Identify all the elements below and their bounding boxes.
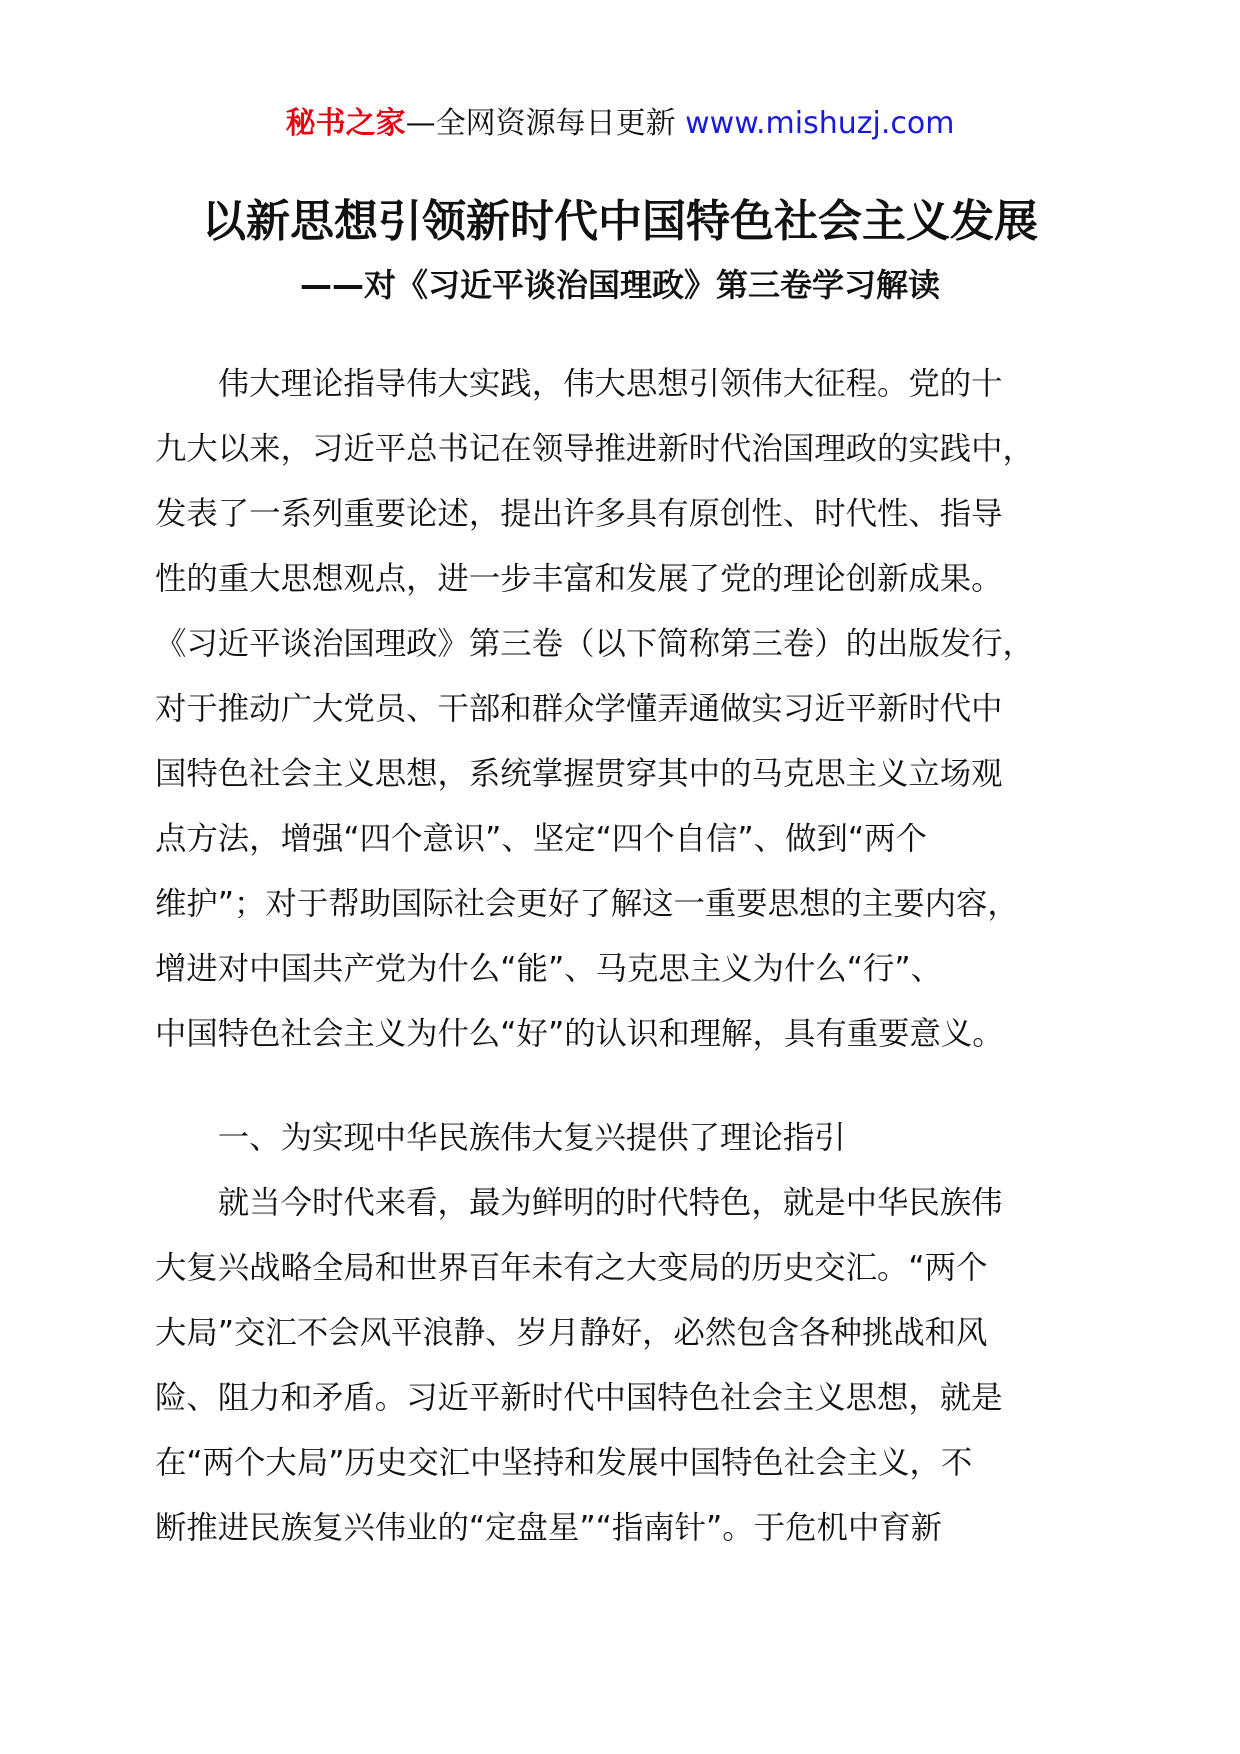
- site-brand: 秘书之家: [285, 106, 406, 141]
- text-line: 伟大理论指导伟大实践，伟大思想引领伟大征程。党的十: [155, 366, 1003, 402]
- text-line: 对于推动广大党员、干部和群众学懂弄通做实习近平新时代中: [155, 691, 1003, 727]
- site-tagline: —全网资源每日更新: [405, 106, 676, 141]
- section-heading-text: 一、为实现中华民族伟大复兴提供了理论指引: [155, 1120, 846, 1156]
- paragraph-1: [155, 352, 1095, 1067]
- text-line: 《习近平谈治国理政》第三卷（以下简称第三卷）的出版发行，: [155, 626, 1034, 662]
- text-line: 维护”；对于帮助国际社会更好了解这一重要思想的主要内容，: [155, 886, 1019, 922]
- text-line: 在“两个大局”历史交汇中坚持和发展中国特色社会主义，不: [155, 1445, 973, 1481]
- text-line: 大复兴战略全局和世界百年未有之大变局的历史交汇。“两个: [155, 1250, 988, 1286]
- text-line: 九大以来，习近平总书记在领导推进新时代治国理政的实践中，: [155, 431, 1034, 467]
- section-heading-1: [155, 1106, 1095, 1171]
- text-line: 性的重大思想观点，进一步丰富和发展了党的理论创新成果。: [155, 561, 1003, 597]
- text-line: 大局”交汇不会风平浪静、岁月静好，必然包含各种挑战和风: [155, 1315, 988, 1351]
- text-line: 增进对中国共产党为什么“能”、马克思主义为什么“行”、: [155, 951, 943, 987]
- text-line: 中国特色社会主义为什么“好”的认识和理解，具有重要意义。: [155, 1016, 1004, 1052]
- paragraph-2: [155, 1171, 1095, 1561]
- document-subtitle: ——对《习近平谈治国理政》第三卷学习解读: [299, 266, 940, 304]
- text-line: 国特色社会主义思想，系统掌握贯穿其中的马克思主义立场观: [155, 756, 1003, 792]
- text-line: 点方法，增强“四个意识”、坚定“四个自信”、做到“两个: [155, 821, 927, 857]
- text-line: 断推进民族复兴伟业的“定盘星”“指南针”。于危机中育新: [155, 1510, 943, 1546]
- site-header: [0, 100, 1240, 148]
- text-line: 就当今时代来看，最为鲜明的时代特色，就是中华民族伟: [155, 1185, 1003, 1221]
- text-line: 发表了一系列重要论述，提出许多具有原创性、时代性、指导: [155, 496, 1003, 532]
- text-line: 险、阻力和矛盾。习近平新时代中国特色社会主义思想，就是: [155, 1380, 1003, 1416]
- document-title: 以新思想引领新时代中国特色社会主义发展: [202, 196, 1038, 247]
- site-url-link[interactable]: www.mishuzj.com: [685, 106, 955, 141]
